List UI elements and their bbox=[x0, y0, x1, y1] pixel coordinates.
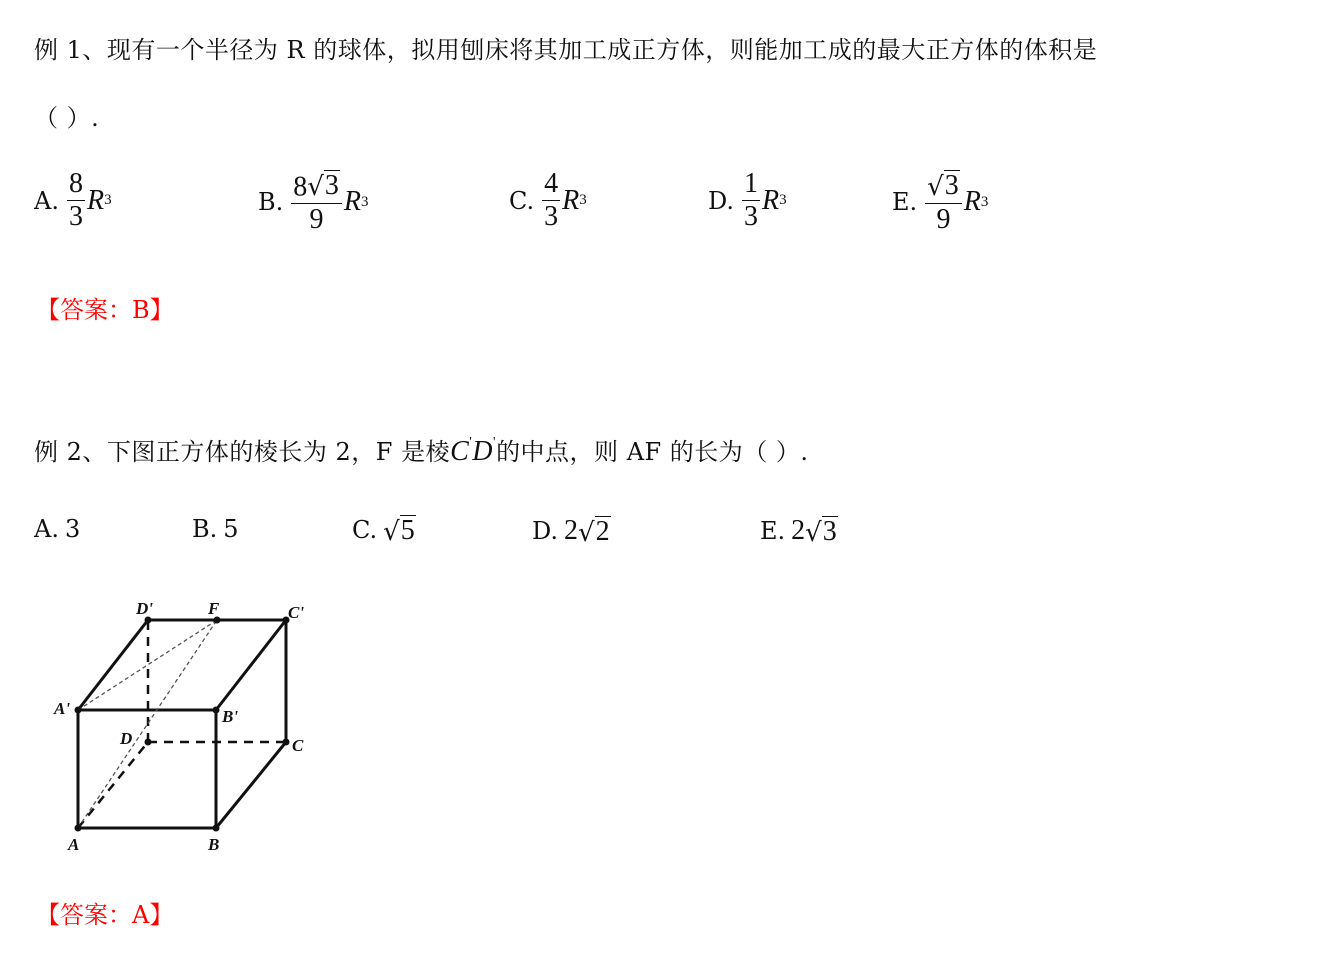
label-d1: D' bbox=[136, 599, 153, 618]
option-label: D. bbox=[708, 186, 735, 215]
radicand: 5 bbox=[400, 515, 415, 546]
label-b1: B' bbox=[222, 707, 239, 726]
radical-sign-icon: √ bbox=[307, 172, 324, 203]
q1-stem-line2: （ ）. bbox=[34, 104, 100, 132]
radical-sign-icon: √ bbox=[805, 518, 822, 549]
variable: R bbox=[963, 186, 981, 218]
option-value: 3 bbox=[64, 515, 81, 543]
option-label: D. bbox=[532, 517, 559, 545]
vertex-c bbox=[283, 739, 290, 746]
vertex-b bbox=[213, 825, 220, 832]
option-label: A. bbox=[34, 515, 59, 543]
variable: R bbox=[343, 186, 361, 218]
option-label: A. bbox=[34, 186, 59, 215]
q2-option-c bbox=[352, 515, 416, 548]
vertex-a bbox=[75, 825, 82, 832]
edge-d1-a1 bbox=[78, 620, 148, 710]
square-root bbox=[307, 170, 340, 203]
option-label: C. bbox=[352, 516, 378, 545]
exponent: 3 bbox=[360, 193, 369, 210]
exponent: 3 bbox=[779, 192, 787, 208]
fraction bbox=[742, 170, 760, 231]
coefficient: 8 bbox=[293, 171, 308, 203]
exponent: 3 bbox=[104, 192, 112, 208]
label-a1: A' bbox=[54, 699, 71, 718]
q2-option-b bbox=[192, 515, 239, 543]
radicand: 2 bbox=[595, 515, 610, 547]
edge-b-c bbox=[216, 742, 286, 828]
option-label: B. bbox=[258, 188, 284, 217]
fraction bbox=[542, 170, 560, 231]
variable: R bbox=[762, 184, 780, 216]
q2-stem bbox=[34, 432, 809, 468]
edge-prime-2: ' bbox=[493, 435, 497, 450]
hidden-edge-a-d bbox=[78, 742, 148, 828]
denominator: 3 bbox=[744, 201, 759, 232]
exponent: 3 bbox=[579, 192, 587, 208]
fraction bbox=[925, 170, 962, 234]
square-root bbox=[578, 515, 611, 549]
label-b: B bbox=[208, 835, 220, 854]
q2-option-a bbox=[34, 515, 80, 543]
radicand: 3 bbox=[324, 170, 339, 201]
numerator: 1 bbox=[744, 168, 759, 199]
radicand: 3 bbox=[944, 170, 959, 201]
denominator: 9 bbox=[936, 204, 951, 236]
label-a: A bbox=[68, 835, 80, 854]
vertex-d bbox=[145, 739, 152, 746]
edge-point-2: D bbox=[472, 436, 494, 467]
radical-sign-icon: √ bbox=[927, 172, 944, 203]
dashed-segment-a1-f bbox=[78, 620, 217, 710]
option-value: 5 bbox=[223, 515, 239, 543]
numerator bbox=[291, 170, 342, 204]
edge-point-1: C bbox=[450, 436, 470, 467]
radical-sign-icon: √ bbox=[383, 517, 400, 548]
fraction bbox=[291, 170, 342, 234]
q2-answer: 【答案：A】 bbox=[36, 901, 174, 929]
denominator: 9 bbox=[309, 204, 324, 236]
numerator bbox=[925, 170, 962, 204]
square-root bbox=[383, 515, 416, 548]
label-f: F bbox=[208, 599, 220, 618]
numerator: 8 bbox=[68, 168, 83, 199]
q1-stem-line1: 例 1、现有一个半径为 R 的球体，拟用刨床将其加工成正方体，则能加工成的最大正方体的体积是 bbox=[34, 36, 1098, 64]
denominator: 3 bbox=[544, 201, 559, 232]
numerator: 4 bbox=[544, 168, 559, 199]
exponent: 3 bbox=[980, 193, 989, 210]
label-c: C bbox=[292, 736, 304, 755]
coefficient: 2 bbox=[564, 515, 579, 546]
option-label: E. bbox=[760, 517, 786, 545]
variable: R bbox=[562, 184, 580, 216]
q2-stem-after: 的中点，则 AF 的长为（ ）. bbox=[496, 438, 809, 466]
edge-prime-1: ' bbox=[469, 435, 473, 450]
q2-option-d bbox=[532, 515, 611, 547]
q1-option-c bbox=[509, 170, 587, 231]
q1-option-d bbox=[708, 170, 787, 231]
cube-figure bbox=[30, 590, 330, 860]
square-root bbox=[927, 170, 960, 203]
edge-label bbox=[450, 436, 496, 467]
square-root bbox=[805, 515, 838, 549]
coefficient: 2 bbox=[791, 515, 806, 546]
vertex-a1 bbox=[75, 707, 82, 714]
option-label: B. bbox=[192, 515, 218, 543]
vertex-b1 bbox=[213, 707, 220, 714]
q1-option-b bbox=[258, 170, 368, 234]
q2-stem-before: 例 2、下图正方体的棱长为 2，F 是棱 bbox=[34, 438, 451, 466]
option-label: E. bbox=[892, 188, 918, 217]
q2-option-e bbox=[760, 515, 838, 547]
denominator: 3 bbox=[68, 201, 83, 232]
option-label: C. bbox=[509, 186, 535, 215]
radical-sign-icon: √ bbox=[578, 518, 595, 549]
q1-option-a bbox=[34, 170, 112, 231]
label-c1: C' bbox=[288, 603, 305, 622]
label-d: D bbox=[120, 729, 133, 748]
radicand: 3 bbox=[822, 515, 837, 547]
edge-b1-c1 bbox=[216, 620, 286, 710]
fraction bbox=[67, 170, 85, 231]
q1-answer: 【答案：B】 bbox=[36, 296, 174, 324]
variable: R bbox=[86, 184, 105, 216]
q1-option-e bbox=[892, 170, 988, 234]
